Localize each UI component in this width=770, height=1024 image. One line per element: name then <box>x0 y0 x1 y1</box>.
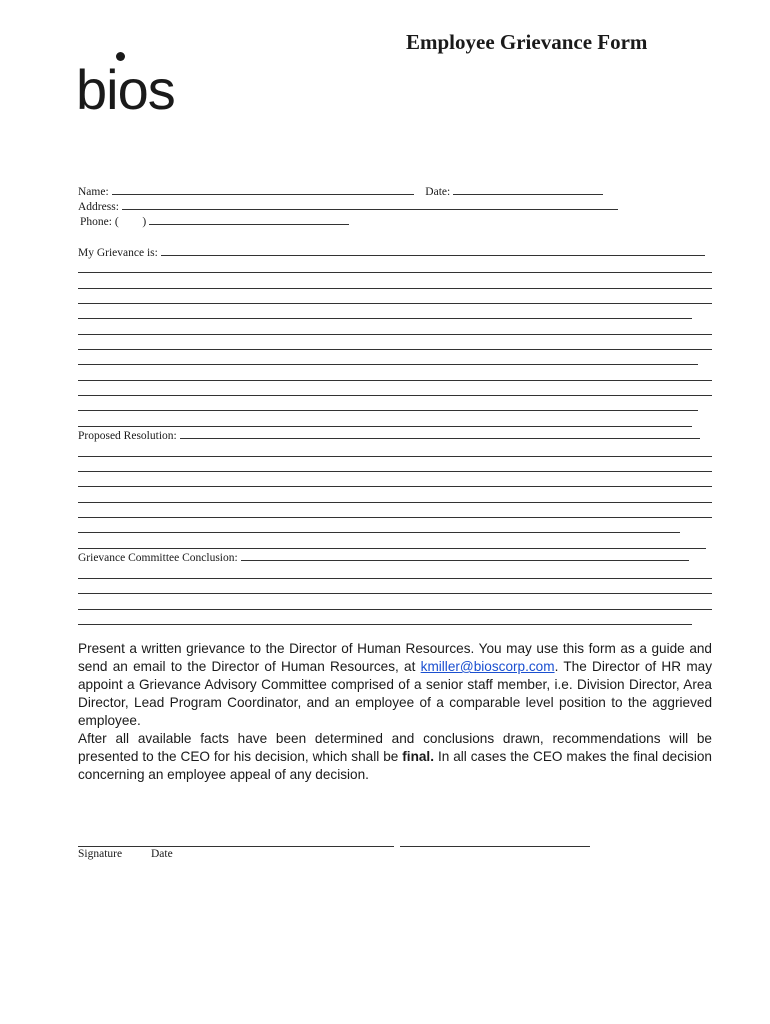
grievance-line[interactable] <box>78 426 692 427</box>
form-title: Employee Grievance Form <box>406 30 648 54</box>
conclusion-line[interactable] <box>78 578 712 579</box>
resolution-line[interactable] <box>78 471 712 472</box>
hr-email-link[interactable]: kmiller@bioscorp.com <box>420 659 555 674</box>
resolution-line[interactable] <box>78 532 680 533</box>
grievance-line[interactable] <box>78 410 698 411</box>
instructions-paragraph-1 <box>78 640 712 730</box>
conclusion-line[interactable] <box>78 624 692 625</box>
resolution-row <box>78 428 700 442</box>
resolution-label: Proposed Resolution: <box>78 430 177 442</box>
phone-area-code-field[interactable] <box>122 215 140 225</box>
instructions-text <box>78 640 712 784</box>
grievance-line[interactable] <box>78 334 712 335</box>
grievance-line[interactable] <box>78 380 712 381</box>
name-field[interactable] <box>112 184 414 195</box>
date-label: Date: <box>425 186 451 198</box>
conclusion-line[interactable] <box>78 609 712 610</box>
grievance-line[interactable] <box>78 395 712 396</box>
signature-date-line[interactable] <box>400 846 590 847</box>
conclusion-label: Grievance Committee Conclusion: <box>78 552 238 564</box>
grievance-field-first-line[interactable] <box>161 245 705 256</box>
signature-line[interactable] <box>78 846 394 847</box>
grievance-line[interactable] <box>78 303 712 304</box>
resolution-line[interactable] <box>78 486 712 487</box>
conclusion-field-first-line[interactable] <box>241 550 689 561</box>
instructions-p1-end: . The Director of HR may appoint a Grievance Advisory Committee comprised of a senior staff member, i.e. Division Director, Area Director, Lead Program Coordinator, and an employee of a comparable level position to the aggrieved employee. <box>78 659 712 728</box>
name-date-row <box>78 184 603 198</box>
phone-label: Phone: ( <box>80 216 119 228</box>
date-field[interactable] <box>453 184 603 195</box>
grievance-line[interactable] <box>78 272 712 273</box>
phone-separator: ) <box>142 216 147 228</box>
conclusion-line[interactable] <box>78 593 712 594</box>
resolution-line[interactable] <box>78 517 712 518</box>
instructions-final-bold: final. <box>402 749 434 764</box>
grievance-label: My Grievance is: <box>78 247 158 259</box>
grievance-line[interactable] <box>78 288 712 289</box>
grievance-line[interactable] <box>78 318 692 319</box>
resolution-field-first-line[interactable] <box>180 428 700 439</box>
instructions-p2-end: In all cases the CEO makes the final decision concerning an employee appeal of any decision. <box>78 749 712 782</box>
address-row <box>78 199 618 213</box>
name-label: Name: <box>78 186 109 198</box>
resolution-line[interactable] <box>78 502 712 503</box>
grievance-row <box>78 245 705 259</box>
address-label: Address: <box>78 201 119 213</box>
resolution-line[interactable] <box>78 548 706 549</box>
phone-number-field[interactable] <box>149 214 349 225</box>
grievance-line[interactable] <box>78 364 698 365</box>
logo-wordmark: bios <box>76 58 175 121</box>
phone-row <box>80 214 349 228</box>
instructions-p2-start: After all available facts have been determined and conclusions drawn, recommendations will be presented to the CEO for his decision, which shall be <box>78 731 712 764</box>
signature-label: Signature <box>78 848 123 860</box>
bios-logo <box>76 52 198 122</box>
resolution-line[interactable] <box>78 456 712 457</box>
instructions-p1-start: Present a written grievance to the Director of Human Resources. You may use this form as a guide and send an email to the Director of Human Resources, at <box>78 641 712 674</box>
signature-date-label: Date <box>151 848 173 860</box>
address-field[interactable] <box>122 199 618 210</box>
grievance-line[interactable] <box>78 349 712 350</box>
instructions-paragraph-2 <box>78 730 712 784</box>
conclusion-row <box>78 550 689 564</box>
